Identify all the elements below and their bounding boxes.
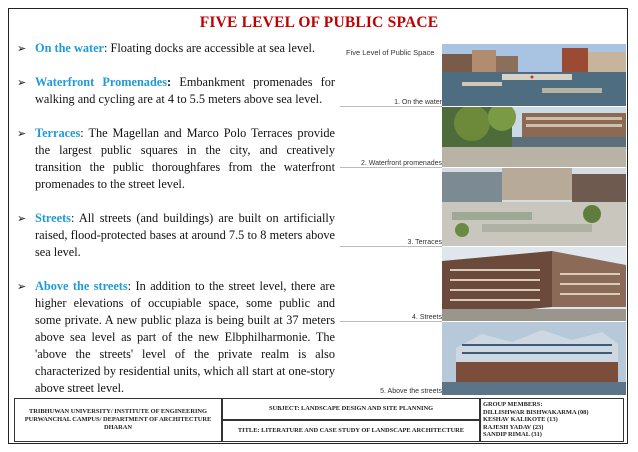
bullet-above-the-streets [17,278,335,397]
institution-line: PURWANCHAL CAMPUS/ DEPARTMENT OF ARCHITECTURE [24,416,212,423]
bullet-text: Floating docks are accessible at sea level. [107,41,316,55]
arrow-bullet-icon: ➢ [17,280,27,293]
institution-line: TRIBHUWAN UNIVERSITY/ INSTITUTE OF ENGINEERING [28,408,208,415]
caption-above-the-streets: 5. Above the streets [380,388,442,395]
group-label: GROUP MEMBERS: [483,401,543,408]
panel-2 [340,107,442,167]
caption-streets: 4. Streets [412,314,442,321]
slide-title: FIVE LEVEL OF PUBLIC SPACE [199,14,439,31]
bullet-terraces [17,125,335,193]
caption-on-the-water: 1. On the water [394,99,442,106]
bullet-colon: : [167,75,172,89]
panel-4 [340,247,442,321]
photo-streets [442,247,626,321]
panel-3 [340,168,442,246]
photo-on-the-water [442,44,626,106]
bullet-term: Above the streets [35,279,128,293]
member-name: DILLISHWAR BISHWAKARMA (08) [483,408,589,416]
bullet-waterfront-promenades [17,74,335,108]
bullet-on-the-water [17,40,335,57]
bullet-term: Terraces [35,126,81,140]
bullet-colon: : [127,279,132,293]
bullet-list [17,40,335,414]
bullet-term: Waterfront Promenades [35,75,168,89]
bullet-term: Streets [35,211,71,225]
member-name: KESHAV KALIKOTE (13) [483,416,558,424]
arrow-bullet-icon: ➢ [17,42,27,55]
footer [14,398,624,442]
bullet-colon: : [70,211,75,225]
photo-above-the-streets [442,322,626,395]
bullet-text: All streets (and buildings) are built on artificially raised, flood-protected bases at around 7.5 to 8 meters above sea level. [35,211,335,259]
institution-line: DHARAN [103,424,133,431]
caption-waterfront-promenades: 2. Waterfront promenades [360,160,442,167]
photo-waterfront-promenades [442,107,626,167]
footer-institution [14,398,222,442]
photo-terraces [442,168,626,246]
figure-header: Five Level of Public Space [346,48,435,57]
member-name: RAJESH YADAV (23) [483,423,544,431]
footer-title: TITLE: LITERATURE AND CASE STUDY OF LANDSCAPE ARCHITECTURE [222,420,480,442]
footer-group-members [480,398,624,442]
bullet-streets [17,210,335,261]
panel-5 [340,322,442,395]
arrow-bullet-icon: ➢ [17,212,27,225]
bullet-text: In addition to the street level, there are higher elevations of occupiable space, some public and some private. A new public plaza is being built at 37 meters above sea level as part of the new Elbphilharmonie. The 'above the streets' level of the private realm is also characterized by residential units, which all start at one-story above street level. [35,279,335,395]
bullet-text: The Magellan and Marco Polo Terraces provide the largest public squares in the city, and creatively transition the public thoroughfares from the waterfront promenades to the street level. [35,126,335,191]
member-name: SANDIP RIMAL (31) [483,431,542,439]
bullet-colon: : [103,41,108,55]
arrow-bullet-icon: ➢ [17,76,27,89]
footer-subject: SUBJECT: LANDSCAPE DESIGN AND SITE PLANNING [222,398,480,420]
panel-1 [340,44,442,106]
bullet-term: On the water [35,41,104,55]
bullet-text: Embankment promenades for walking and cycling are at 4 to 5.5 meters above sea level. [35,75,336,106]
arrow-bullet-icon: ➢ [17,127,27,140]
bullet-colon: : [80,126,84,140]
caption-terraces: 3. Terraces [407,239,442,246]
